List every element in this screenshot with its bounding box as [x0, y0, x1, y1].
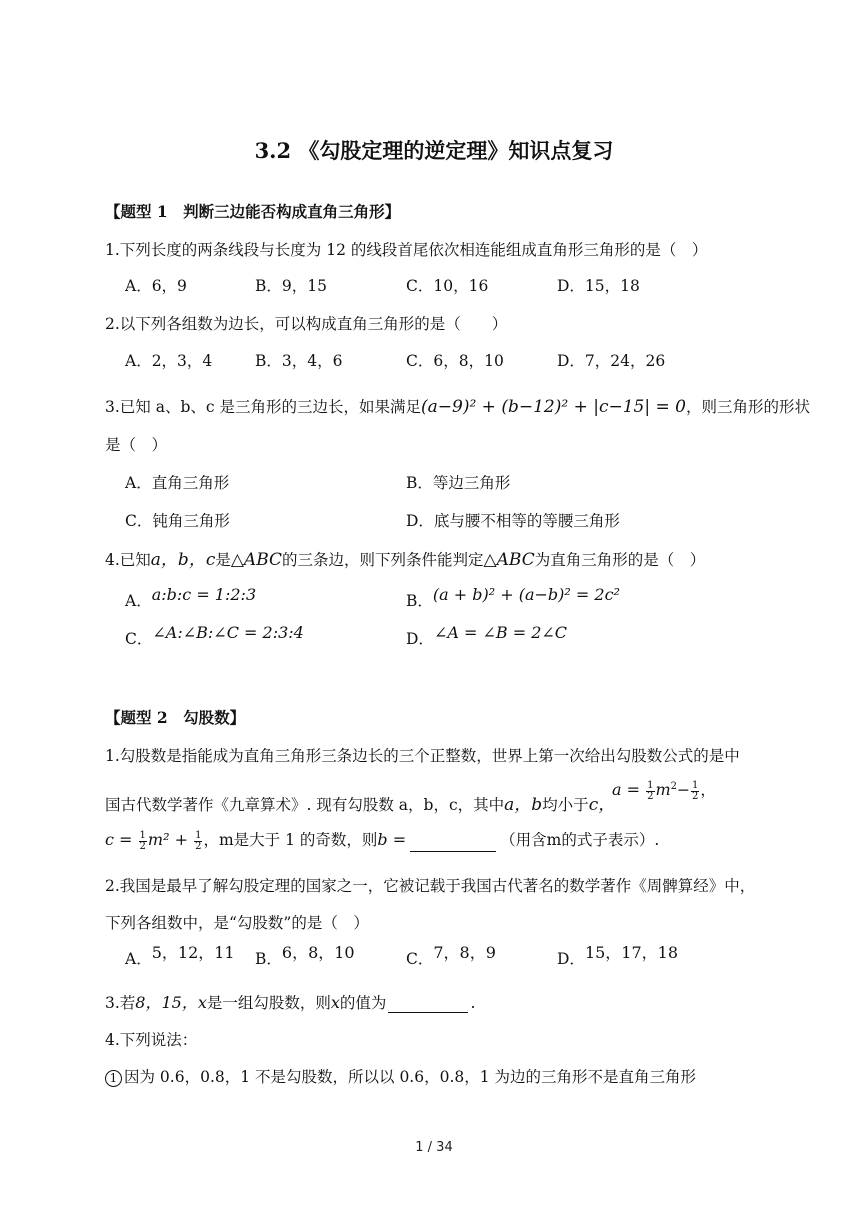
option-d: D．15，18	[557, 277, 640, 295]
option-value: 6，8，10	[281, 943, 355, 962]
option-b: B．9，15	[255, 277, 327, 295]
q3-post: ，则三角形的形状	[685, 398, 810, 416]
q4-triangle: △ABC	[230, 550, 283, 570]
denominator: 2	[139, 840, 146, 852]
option-label: C．	[125, 630, 153, 648]
question-2-1-line3	[105, 828, 659, 852]
numerator: 1	[139, 829, 146, 841]
option-formula: a:b:c = 1:2:3	[151, 585, 257, 604]
option-d: D．底与腰不相等的等腰三角形	[406, 512, 620, 530]
option-formula: (a + b)² + (a−b)² = 2c²	[432, 585, 620, 604]
text: 是一组勾股数，则	[206, 994, 331, 1012]
math-values: 8，15，x	[135, 993, 207, 1012]
numerator: 1	[692, 779, 699, 791]
fraction	[646, 781, 654, 802]
circled-number: 1	[105, 1070, 122, 1087]
option-label: B．	[255, 950, 282, 968]
option-label: D．	[406, 630, 434, 648]
option-a	[125, 943, 235, 969]
x-var: x	[330, 993, 340, 1012]
fraction	[691, 781, 699, 802]
denominator: 2	[195, 840, 202, 852]
item-text: 因为 0.6，0.8，1 不是勾股数，所以以 0.6，0.8，1 为边的三角形不是直角三角形	[124, 1068, 697, 1086]
question-2-1: 1.勾股数是指能成为直角三角形三条边长的三个正整数，世界上第一次给出勾股数公式的是中	[105, 747, 740, 765]
question-1-1: 1.下列长度的两条线段与长度为 12 的线段首尾依次相连能组成直角形三角形的是（ ）	[105, 241, 708, 259]
question-1-2: 2.以下列各组数为边长，可以构成直角三角形的是（ ）	[105, 315, 508, 333]
option-d	[557, 943, 679, 969]
question-2-3	[105, 990, 475, 1013]
option-c: C．钝角三角形	[125, 512, 230, 530]
option-label: C．	[406, 950, 434, 968]
option-a: A．2，3，4	[125, 352, 213, 370]
denominator: 2	[647, 790, 654, 802]
question-2-4-item-1	[105, 1065, 696, 1087]
option-label: B．	[406, 592, 433, 610]
option-b	[406, 585, 620, 611]
option-label: A．	[125, 592, 152, 610]
text: ，m是大于 1 的奇数，则	[203, 831, 378, 849]
numerator: 1	[647, 779, 654, 791]
text: 均小于	[542, 796, 589, 814]
option-a: A．直角三角形	[125, 474, 230, 492]
answer-blank[interactable]	[410, 836, 496, 852]
m-var: m	[655, 780, 671, 799]
option-b: B．等边三角形	[406, 474, 511, 492]
fraction	[194, 831, 202, 852]
formula-a: a = $\frac{1}{2}$ $m^2-$ $\frac{1}{2}$ ，	[612, 779, 716, 802]
option-c	[406, 943, 496, 969]
text: 国古代数学著作《九章算术》. 现有勾股数 a，b，c，其中	[105, 796, 505, 814]
q3-pre: 3.已知 a、b、c 是三角形的三边长，如果满足	[105, 398, 421, 416]
text: .	[470, 994, 476, 1012]
option-formula: ∠A = ∠B = 2∠C	[433, 623, 568, 642]
q4-post: 为直角三角形的是（ ）	[534, 551, 706, 569]
q4-mid2: 的三条边，则下列条件能判定	[282, 551, 484, 569]
question-1-3	[105, 395, 810, 417]
option-label: D．	[557, 950, 585, 968]
q4-mid: 是	[215, 551, 231, 569]
b-var: b =	[377, 830, 407, 849]
question-2-2-line2: 下列各组数中，是“勾股数”的是（ ）	[105, 914, 369, 932]
option-c: C．10，16	[406, 277, 489, 295]
page-number: 1 / 34	[415, 1140, 453, 1155]
page-title: 3.2 《勾股定理的逆定理》知识点复习	[254, 138, 614, 163]
q3-formula: (a−9)² + (b−12)² + |c−15| = 0	[421, 397, 686, 417]
section-header-2: 【题型 2 勾股数】	[105, 708, 246, 727]
option-b	[255, 943, 355, 969]
question-1-4	[105, 545, 705, 570]
q4-triangle-2: △ABC	[483, 550, 535, 570]
text: 的值为	[339, 994, 387, 1012]
option-formula: ∠A:∠B:∠C = 2:3:4	[152, 623, 304, 642]
formula-lhs: c =	[105, 830, 138, 849]
math-vars: a，b	[504, 795, 543, 815]
math-var: c，	[588, 795, 616, 815]
option-label: A．	[125, 950, 152, 968]
denominator: 2	[692, 790, 699, 802]
option-d	[406, 623, 568, 649]
question-2-4: 4.下列说法：	[105, 1031, 198, 1049]
option-b: B．3，4，6	[255, 352, 343, 370]
option-c: C．6，8，10	[406, 352, 504, 370]
q4-pre: 4.已知	[105, 551, 151, 569]
numerator: 1	[195, 829, 202, 841]
option-value: 15，17，18	[584, 943, 679, 962]
option-value: 7，8，9	[433, 943, 496, 962]
option-a	[125, 585, 257, 611]
text: 3.若	[105, 994, 136, 1012]
question-1-3-line2: 是（ ）	[105, 436, 168, 454]
option-d: D．7，24，26	[557, 352, 666, 370]
option-a: A．6，9	[125, 277, 187, 295]
section-header-1: 【题型 1 判断三边能否构成直角三角形】	[105, 202, 401, 221]
answer-blank[interactable]	[388, 997, 468, 1013]
minus: −	[677, 781, 691, 799]
q4-vars: a，b，c	[150, 550, 216, 570]
option-value: 5，12，11	[151, 943, 235, 962]
question-2-2: 2.我国是最早了解勾股定理的国家之一，它被记载于我国古代著名的数学著作《周髀算经》中，	[105, 877, 756, 895]
option-c	[125, 623, 304, 649]
question-2-1-line2	[105, 790, 615, 815]
text: （用含m的式子表示）.	[500, 831, 660, 849]
formula-lhs: a =	[612, 780, 646, 799]
formula-rhs: m² +	[147, 830, 194, 849]
fraction	[139, 831, 147, 852]
